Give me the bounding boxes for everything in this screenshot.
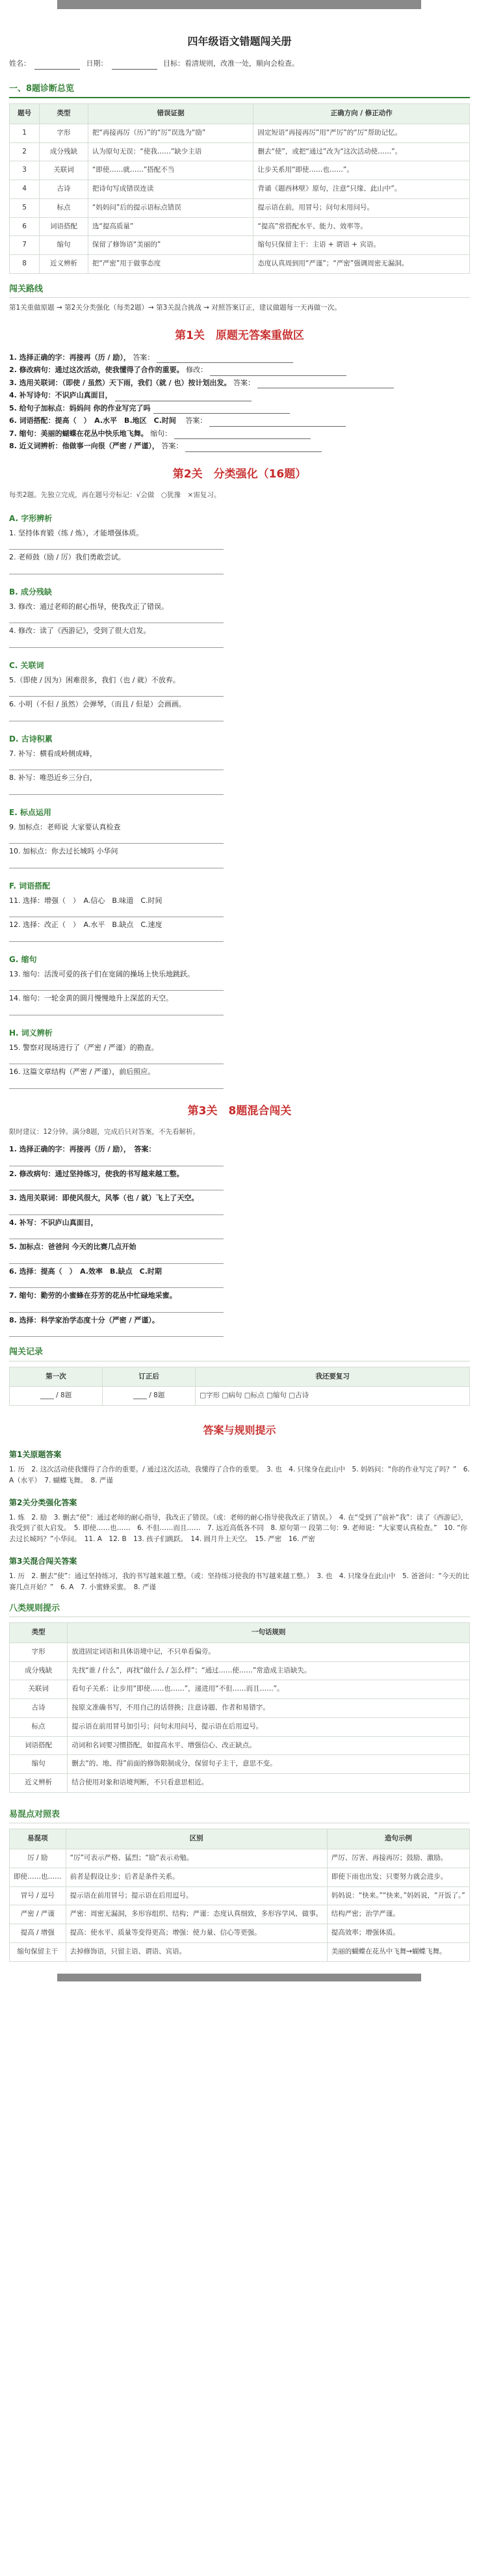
level1-question-text: 3. 选用关联词：（即使 / 虽然）天下雨，我们（就 / 也）按计划出发。 — [9, 378, 231, 387]
level2-answer-blank[interactable] — [9, 639, 224, 648]
diag-heading: 一、8题诊断总览 — [9, 83, 470, 99]
date-label: 日期： — [86, 59, 108, 68]
level2-title: 第2关 分类强化（16题） — [172, 467, 307, 481]
level2-answer-blank[interactable] — [9, 982, 224, 991]
level2-question: 4. 修改：读了《西游记》，受到了很大启发。 — [9, 626, 151, 636]
diag-cell: 7 — [10, 236, 40, 255]
level1-answer-blank[interactable] — [209, 420, 346, 427]
level2-answer-blank[interactable] — [9, 933, 224, 942]
record-table — [9, 1367, 470, 1406]
focus-cell: 去掉修饰语，只留主语、谓语、宾语。 — [66, 1942, 327, 1961]
route-heading: 闯关路线 — [9, 283, 470, 299]
level2-group-heading: A. 字形辨析 — [9, 513, 53, 523]
diag-cell: 删去“使”，或把“通过”改为“这次活动使……”。 — [253, 142, 470, 161]
level3-answer-blank[interactable] — [9, 1181, 224, 1190]
diag-header-0: 题号 — [10, 104, 40, 124]
level1-answer-blank[interactable] — [210, 369, 346, 376]
level3-list — [9, 1144, 470, 1337]
level3-answer-blank[interactable] — [9, 1279, 224, 1288]
diag-row — [10, 142, 470, 161]
diag-cell: 5 — [10, 198, 40, 217]
focus-cell: 即使……也…… — [10, 1868, 66, 1886]
rules-row — [10, 1755, 470, 1774]
answers-l2-heading: 第2关分类强化答案 — [9, 1497, 77, 1507]
level1-answer-label: 答案： — [159, 442, 183, 450]
level3-answer-blank[interactable] — [9, 1206, 224, 1215]
rules-row — [10, 1661, 470, 1680]
level3-question-text: 3. 选用关联词：即使风很大，风筝（也 / 就）飞上了天空。 — [9, 1194, 199, 1202]
level1-answer-blank[interactable] — [257, 381, 394, 388]
focus-cell: 妈妈说：“快来。”“快来，”妈妈说，“开饭了。” — [327, 1886, 469, 1905]
level2-answer-blank[interactable] — [9, 908, 224, 917]
focus-cell: 结构严密；治学严谨。 — [327, 1905, 469, 1924]
focus-cell: “厉”可表示严格、猛烈；“励”表示劝勉。 — [66, 1849, 327, 1868]
level3-question — [9, 1315, 470, 1326]
level1-list — [9, 353, 470, 452]
diag-header-1: 类型 — [40, 104, 88, 124]
level1-question-text: 6. 词语搭配：提高（ ） A.水平 B.地区 C.时间 — [9, 416, 183, 425]
rules-cell: 关联词 — [10, 1680, 68, 1699]
focus-header-1: 区别 — [66, 1829, 327, 1849]
level2-question: 10. 加标点：你去过长城吗 小华问 — [9, 847, 118, 856]
rules-cell: 缩句 — [10, 1755, 68, 1774]
focus-cell: 冒号 / 逗号 — [10, 1886, 66, 1905]
diag-cell: “提高”常搭配水平、能力、效率等。 — [253, 217, 470, 236]
focus-header-2: 造句示例 — [327, 1829, 469, 1849]
level2-answer-blank[interactable] — [9, 565, 224, 574]
level2-group-heading: B. 成分残缺 — [9, 587, 52, 597]
record-cell[interactable]: ____ / 8题 — [103, 1387, 196, 1406]
focus-table — [9, 1829, 470, 1961]
level2-group-heading: C. 关联词 — [9, 660, 44, 670]
level2-answer-blank[interactable] — [9, 1055, 224, 1064]
level1-question — [9, 353, 470, 364]
diag-cell: 1 — [10, 124, 40, 142]
answers-l1-heading: 第1关原题答案 — [9, 1450, 62, 1459]
record-header-2: 我还要复习 — [196, 1367, 470, 1387]
diag-row — [10, 180, 470, 199]
rules-row — [10, 1643, 470, 1661]
diag-cell: 标点 — [40, 198, 88, 217]
answers-l1-text: 1. 历 2. 这次活动使我懂得了合作的重要。/ 通过这次活动，我懂得了合作的重要。 3. 也 4. 只缘身在此山中 5. 妈妈问：“你的作业写完了吗？” 6. A（水平） 7. 蝴蝶飞舞。 8. 严谨 — [9, 1466, 470, 1484]
level3-answer-blank[interactable] — [9, 1328, 224, 1337]
rules-row — [10, 1717, 470, 1736]
level1-answer-label: 缩句： — [148, 429, 172, 438]
level2-question: 13. 缩句：活泼可爱的孩子们在宽阔的操场上快乐地跳跃。 — [9, 969, 194, 978]
diag-row — [10, 198, 470, 217]
diag-cell: 保留了修饰语“美丽的” — [88, 236, 253, 255]
rules-cell: 字形 — [10, 1643, 68, 1661]
level2-answer-blank[interactable] — [9, 541, 224, 550]
rules-cell: 古诗 — [10, 1699, 68, 1718]
level2-answer-blank[interactable] — [9, 1006, 224, 1015]
level2-group-heading: E. 标点运用 — [9, 807, 51, 817]
level1-question-text: 2. 修改病句：通过这次活动，使我懂得了合作的重要。 — [9, 366, 184, 374]
record-header-0: 第一次 — [10, 1367, 103, 1387]
focus-cell: 厉 / 励 — [10, 1849, 66, 1868]
diag-cell: 把诗句写成错误连读 — [88, 180, 253, 199]
level1-question — [9, 378, 470, 389]
level3-question — [9, 1144, 470, 1155]
level1-question — [9, 429, 470, 440]
level1-answer-label: 答案： — [183, 416, 207, 425]
focus-cell: 提示语在前用冒号；提示语在后用逗号。 — [66, 1886, 327, 1905]
rules-row — [10, 1680, 470, 1699]
level2-question: 2. 老师鼓（励 / 厉）我们勇敢尝试。 — [9, 553, 125, 562]
level3-question-text: 1. 选择正确的字：再接再（历 / 励）， 答案： — [9, 1145, 156, 1153]
level2-groups — [9, 513, 470, 1089]
focus-row — [10, 1886, 470, 1905]
rules-row — [10, 1699, 470, 1718]
diag-cell: 6 — [10, 217, 40, 236]
level2-answer-blank[interactable] — [9, 1080, 224, 1089]
name-label: 姓名： — [9, 59, 31, 68]
level2-question: 6. 小明（不但 / 虽然）会弹琴，（而且 / 但是）会画画。 — [9, 700, 186, 709]
level3-answer-blank[interactable] — [9, 1230, 224, 1239]
level1-answer-label: 答案： — [130, 353, 155, 362]
level1-title: 第1关 原题无答案重做区 — [175, 329, 304, 342]
focus-cell: 提高：使水平、质量等变得更高；增强：使力量、信心等更强。 — [66, 1924, 327, 1943]
info-line — [9, 59, 470, 70]
rules-header-1: 一句话规则 — [68, 1623, 470, 1643]
diag-cell: 词语搭配 — [40, 217, 88, 236]
worksheet-page — [0, 9, 479, 1974]
rules-cell: 成分残缺 — [10, 1661, 68, 1680]
focus-row — [10, 1849, 470, 1868]
diag-row — [10, 217, 470, 236]
rules-cell: 标点 — [10, 1717, 68, 1736]
level1-question-text: 7. 缩句：美丽的蝴蝶在花丛中快乐地飞舞。 — [9, 429, 148, 438]
diag-cell: 成分残缺 — [40, 142, 88, 161]
level2-group-heading: F. 词语搭配 — [9, 881, 51, 891]
diag-header-3: 正确方向 / 修正动作 — [253, 104, 470, 124]
diag-cell: 让步关系用“即使……也……”。 — [253, 161, 470, 180]
diag-cell: 固定短语“再接再厉”用“严厉”的“厉”帮助记忆。 — [253, 124, 470, 142]
diag-row — [10, 161, 470, 180]
rules-cell: 提示语在前用冒号加引号；问句末用问号，提示语在后用逗号。 — [68, 1717, 470, 1736]
rules-row — [10, 1774, 470, 1793]
level1-answer-blank[interactable] — [185, 445, 322, 452]
level3-question — [9, 1291, 470, 1302]
record-cell[interactable]: □字形 □病句 □标点 □缩句 □古诗 — [196, 1387, 470, 1406]
level2-question: 14. 缩句：一轮金黄的圆月慢慢地升上深蓝的天空。 — [9, 994, 173, 1003]
diag-cell: “即使……就……”搭配不当 — [88, 161, 253, 180]
rules-cell: 动词和名词要习惯搭配，如提高水平、增强信心、改正缺点。 — [68, 1736, 470, 1755]
answers-l3-heading: 第3关混合闯关答案 — [9, 1556, 77, 1566]
level1-question — [9, 365, 470, 376]
level1-question-text: 5. 给句子加标点：妈妈问 你的作业写完了吗 — [9, 403, 151, 412]
level3-question-text: 2. 修改病句：通过坚持练习，使我的书写越来越工整。 — [9, 1169, 184, 1178]
level1-answer-label: 修改： — [183, 366, 208, 374]
diag-row — [10, 124, 470, 142]
level2-group-heading: G. 缩句 — [9, 954, 37, 964]
level2-sub: 每类2题。先独立完成，再在题号旁标记：√会做 ○犹豫 ×需复习。 — [9, 491, 221, 499]
rules-cell: 词语搭配 — [10, 1736, 68, 1755]
diag-cell: 古诗 — [40, 180, 88, 199]
level1-question-text: 4. 补写诗句：不识庐山真面目， — [9, 391, 112, 399]
diag-cell: 认为原句无误：“使我……”缺少主语 — [88, 142, 253, 161]
diag-cell: 4 — [10, 180, 40, 199]
level2-question: 12. 选择：改正（ ） A.水平 B.缺点 C.速度 — [9, 920, 162, 930]
level2-answer-blank[interactable] — [9, 688, 224, 697]
level1-question-text: 8. 近义词辨析：他做事一向很（严密 / 严谨）， — [9, 442, 159, 450]
diag-cell: 把“严密”用于做事态度 — [88, 255, 253, 274]
level1-answer-label: 答案： — [231, 378, 255, 387]
level2-answer-blank[interactable] — [9, 786, 224, 795]
level2-question: 11. 选择：增强（ ） A.信心 B.味道 C.时间 — [9, 896, 162, 905]
level3-question — [9, 1193, 470, 1204]
rules-cell: 删去“的、地、得”前面的修饰限制成分，保留句子主干，意思不变。 — [68, 1755, 470, 1774]
rules-header-0: 类型 — [10, 1623, 68, 1643]
level2-question: 1. 坚持体育锻（练 / 炼），才能增强体质。 — [9, 528, 144, 537]
diag-row — [10, 255, 470, 274]
level1-question-text: 1. 选择正确的字：再接再（历 / 励）， — [9, 353, 131, 362]
focus-cell: 严密：周密无漏洞，多形容组织、结构；严谨：态度认真细致，多形容学风、做事。 — [66, 1905, 327, 1924]
diag-cell: 缩句 — [40, 236, 88, 255]
level2-answer-blank[interactable] — [9, 761, 224, 770]
rules-cell: 按原文准确书写，不用自己的话替换；注意诗题、作者和易错字。 — [68, 1699, 470, 1718]
record-heading: 闯关记录 — [9, 1346, 470, 1362]
focus-cell: 提高 / 增强 — [10, 1924, 66, 1943]
rules-heading: 八类规则提示 — [9, 1602, 470, 1618]
level1-answer-blank[interactable] — [157, 356, 293, 363]
level3-question — [9, 1242, 470, 1253]
focus-cell: 提高效率；增强体质。 — [327, 1924, 469, 1943]
rules-cell: 近义辨析 — [10, 1774, 68, 1793]
focus-row — [10, 1868, 470, 1886]
focus-header-0: 易混项 — [10, 1829, 66, 1849]
level2-group-heading: H. 词义辨析 — [9, 1028, 53, 1038]
diag-cell: 近义辨析 — [40, 255, 88, 274]
diag-cell: 态度认真周到用“严谨”；“严密”强调周密无漏洞。 — [253, 255, 470, 274]
level2-group-heading: D. 古诗积累 — [9, 734, 53, 744]
level1-question — [9, 441, 470, 452]
level2-question: 5.（即使 / 因为）困难很多，我们（也 / 就）不放弃。 — [9, 675, 180, 684]
diag-cell: 把“再接再厉（历）”的“厉”误选为“励” — [88, 124, 253, 142]
focus-cell: 严密 / 严谨 — [10, 1905, 66, 1924]
level3-answer-blank[interactable] — [9, 1255, 224, 1264]
route-text: 第1关重做原题 → 第2关分类强化（每类2题）→ 第3关混合挑战 → 对照答案订正，建议做题每一天再做一次。 — [9, 304, 341, 312]
rules-table — [9, 1622, 470, 1793]
level2-question: 3. 修改：通过老师的耐心指导，使我改正了错误。 — [9, 602, 168, 611]
level3-question — [9, 1267, 470, 1278]
focus-cell: 缩句保留主干 — [10, 1942, 66, 1961]
focus-heading: 易混点对照表 — [9, 1808, 470, 1824]
date-blank[interactable] — [112, 62, 157, 70]
diag-header-2: 错误证据 — [88, 104, 253, 124]
level1-question — [9, 416, 470, 427]
level3-answer-blank[interactable] — [9, 1304, 224, 1313]
level2-answer-blank[interactable] — [9, 614, 224, 623]
level2-question: 16. 这篇文章结构（严密 / 严谨），前后照应。 — [9, 1067, 155, 1077]
goal-label: 目标：看清规则，改准一处，顺向会检查。 — [163, 59, 299, 68]
level2-question: 8. 补写：唯恐近乡三分白， — [9, 773, 97, 783]
answers-l3-text: 1. 历 2. 删去“使”：通过坚持练习，我的书写越来越工整。（或：坚持练习使我的书写越来越工整。） 3. 也 4. 只缘身在此山中 5. 爸爸问：“今天的比赛几点开始？” 6. A 7. 小蜜蜂采蜜。 8. 严谨 — [9, 1572, 469, 1591]
level3-sub: 限时建议：12分钟。满分8题，完成后只对答案，不先看解析。 — [9, 1128, 200, 1136]
focus-cell: 严厉、厉害、再接再厉；鼓励、激励。 — [327, 1849, 469, 1868]
rules-row — [10, 1736, 470, 1755]
level1-answer-blank[interactable] — [174, 432, 311, 439]
level3-question — [9, 1218, 470, 1229]
record-header-1: 订正后 — [103, 1367, 196, 1387]
level2-answer-blank[interactable] — [9, 712, 224, 721]
diag-row — [10, 236, 470, 255]
level3-question-text: 7. 缩句：勤劳的小蜜蜂在芬芳的花丛中忙碌地采蜜。 — [9, 1291, 177, 1300]
answers-title: 答案与规则提示 — [203, 1424, 276, 1436]
rules-cell: 放进固定词语和具体语境中记，不只单看偏旁。 — [68, 1643, 470, 1661]
diag-cell: 背诵《题西林壁》原句，注意“只缘、此山中”。 — [253, 180, 470, 199]
rules-cell: 看句子关系：让步用“即使……也……”，递进用“不但……而且……”。 — [68, 1680, 470, 1699]
focus-cell: 美丽的蝴蝶在花丛中飞舞→蝴蝶飞舞。 — [327, 1942, 469, 1961]
level2-question: 15. 警察对现场进行了（严密 / 严谨）的勘查。 — [9, 1043, 159, 1052]
level3-question-text: 8. 选择：科学家治学态度十分（严密 / 严谨）。 — [9, 1315, 159, 1324]
focus-row — [10, 1905, 470, 1924]
diag-cell: “妈妈问”后的提示语标点错误 — [88, 198, 253, 217]
level2-question: 7. 补写：横看成岭侧成峰， — [9, 749, 97, 758]
diag-cell: 字形 — [40, 124, 88, 142]
level1-question — [9, 403, 470, 414]
rules-cell: 结合使用对象和语境判断，不只看意思相近。 — [68, 1774, 470, 1793]
level3-question-text: 4. 补写：不识庐山真面目， — [9, 1218, 98, 1227]
focus-cell: 即使下雨也出发；只要努力就会进步。 — [327, 1868, 469, 1886]
level1-answer-blank[interactable] — [115, 394, 252, 401]
focus-row — [10, 1924, 470, 1943]
diag-cell: 提示语在前，用冒号；问句末用问号。 — [253, 198, 470, 217]
bottom-bar — [57, 1974, 421, 1981]
focus-cell: 前者是假设让步；后者是条件关系。 — [66, 1868, 327, 1886]
diag-cell: 选“提高质量” — [88, 217, 253, 236]
record-cell[interactable]: ____ / 8题 — [10, 1387, 103, 1406]
diag-cell: 关联词 — [40, 161, 88, 180]
level2-answer-blank[interactable] — [9, 859, 224, 868]
level3-question-text: 6. 选择：提高（ ） A.效率 B.缺点 C.时期 — [9, 1267, 162, 1276]
level3-question-text: 5. 加标点：爸爸问 今天的比赛几点开始 — [9, 1242, 136, 1251]
answers-l2-text: 1. 炼 2. 励 3. 删去“使”：通过老师的耐心指导，我改正了错误。（或：老师的耐心指导使我改正了错误。） 4. 在“受到了”前补“我”：读了《西游记》，我受到了很大启发。 5. 即使……也…… 6. 不但……而且…… 7. 远近高低各不同 8. 原句第一 段第二句：9. 老师说：“大家要认真检查。” 10. “你去过长城吗？”小华问。 11. A 12. B 13. 孩子们跳跃。 14. 圆月升上天空。 15. 严密 16. 严密 — [9, 1513, 468, 1544]
level2-question: 9. 加标点：老师说 大家要认真检查 — [9, 822, 121, 831]
top-bar — [57, 0, 421, 9]
page-title: 四年级语文错题闯关册 — [187, 35, 292, 47]
level3-answer-blank[interactable] — [9, 1157, 224, 1166]
diag-cell: 8 — [10, 255, 40, 274]
level3-question — [9, 1169, 470, 1180]
level2-answer-blank[interactable] — [9, 835, 224, 844]
diag-cell: 缩句只保留主干：主语 + 谓语 + 宾语。 — [253, 236, 470, 255]
focus-row — [10, 1942, 470, 1961]
rules-cell: 先找“谁 / 什么”，再找“做什么 / 怎么样”；“通过……使……”常造成主语缺失。 — [68, 1661, 470, 1680]
level1-answer-blank[interactable] — [153, 407, 290, 414]
level3-title: 第3关 8题混合闯关 — [187, 1104, 292, 1118]
level1-question — [9, 390, 470, 401]
diag-cell: 2 — [10, 142, 40, 161]
diag-cell: 3 — [10, 161, 40, 180]
name-blank[interactable] — [34, 62, 80, 70]
diag-table — [9, 103, 470, 274]
